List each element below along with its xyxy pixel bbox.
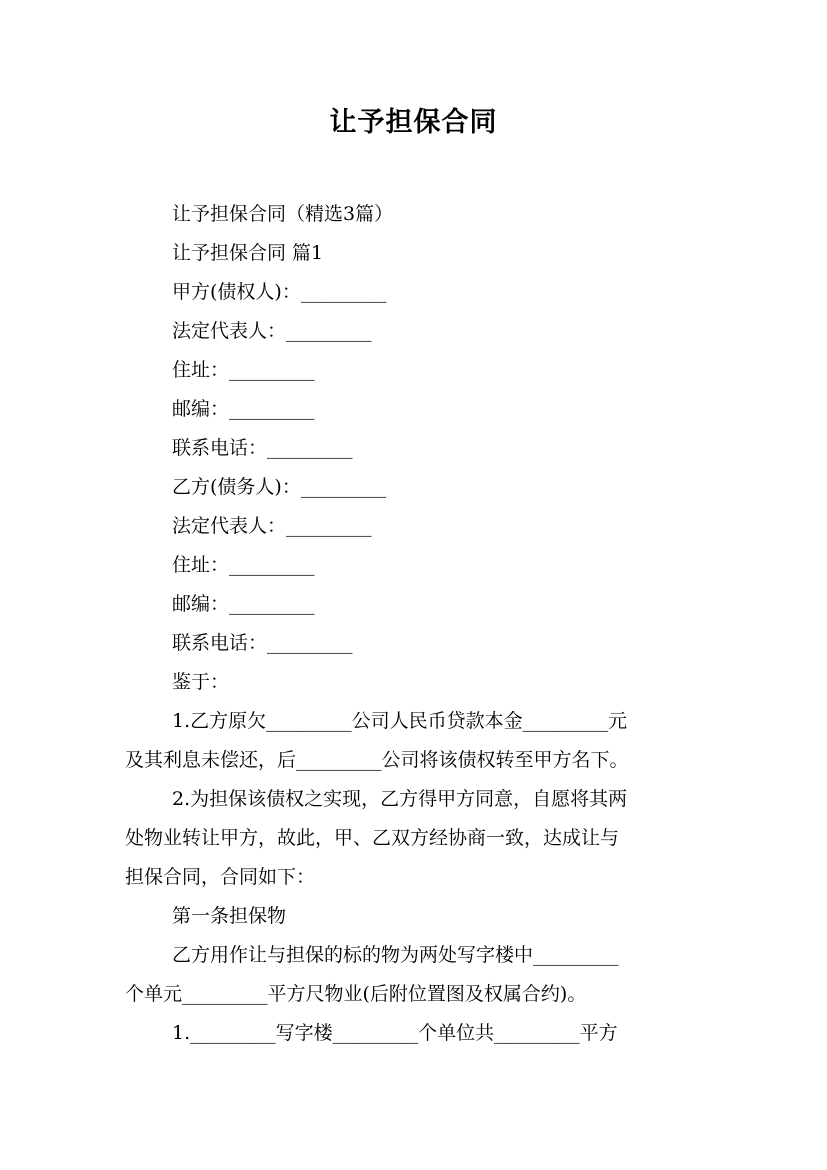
paragraph-line: 联系电话：_________ [172,632,353,654]
paragraph-line: 联系电话：_________ [172,437,353,459]
paragraph-line: 乙方(债务人)：_________ [172,476,387,498]
paragraph-line: 住址：_________ [172,554,315,576]
paragraph-line: 1.乙方原欠_________公司人民币贷款本金_________元 [172,710,628,732]
paragraph-line: 法定代表人：_________ [172,515,372,537]
paragraph-line: 法定代表人：_________ [172,320,372,342]
paragraph-line: 乙方用作让与担保的标的物为两处写字楼中_________ [172,944,619,966]
paragraph-line: 邮编：_________ [172,398,315,420]
paragraph-line: 让予担保合同（精选3篇） [172,203,394,225]
paragraph-line: 甲方(债权人)：_________ [172,281,387,303]
paragraph-line: 1._________写字楼_________个单位共_________平方 [172,1022,618,1044]
paragraph-line: 鉴于： [172,671,230,693]
document-body [125,195,710,1053]
paragraph-line: 邮编：_________ [172,593,315,615]
paragraph-line: 让予担保合同 篇1 [172,242,324,264]
paragraph-line: 及其利息未偿还，后_________公司将该债权转至甲方名下。 [125,749,629,771]
document-title: 让予担保合同 [329,107,498,138]
paragraph-line: 担保合同，合同如下： [125,866,316,888]
paragraph-line: 个单元_________平方尺物业(后附位置图及权属合约)。 [125,983,587,1005]
paragraph-line: 处物业转让甲方，故此，甲、乙双方经协商一致，达成让与 [125,827,620,849]
paragraph-line: 2.为担保该债权之实现，乙方得甲方同意，自愿将其两 [172,788,628,810]
paragraph-line: 第一条担保物 [172,905,287,927]
paragraph-line: 住址：_________ [172,359,315,381]
